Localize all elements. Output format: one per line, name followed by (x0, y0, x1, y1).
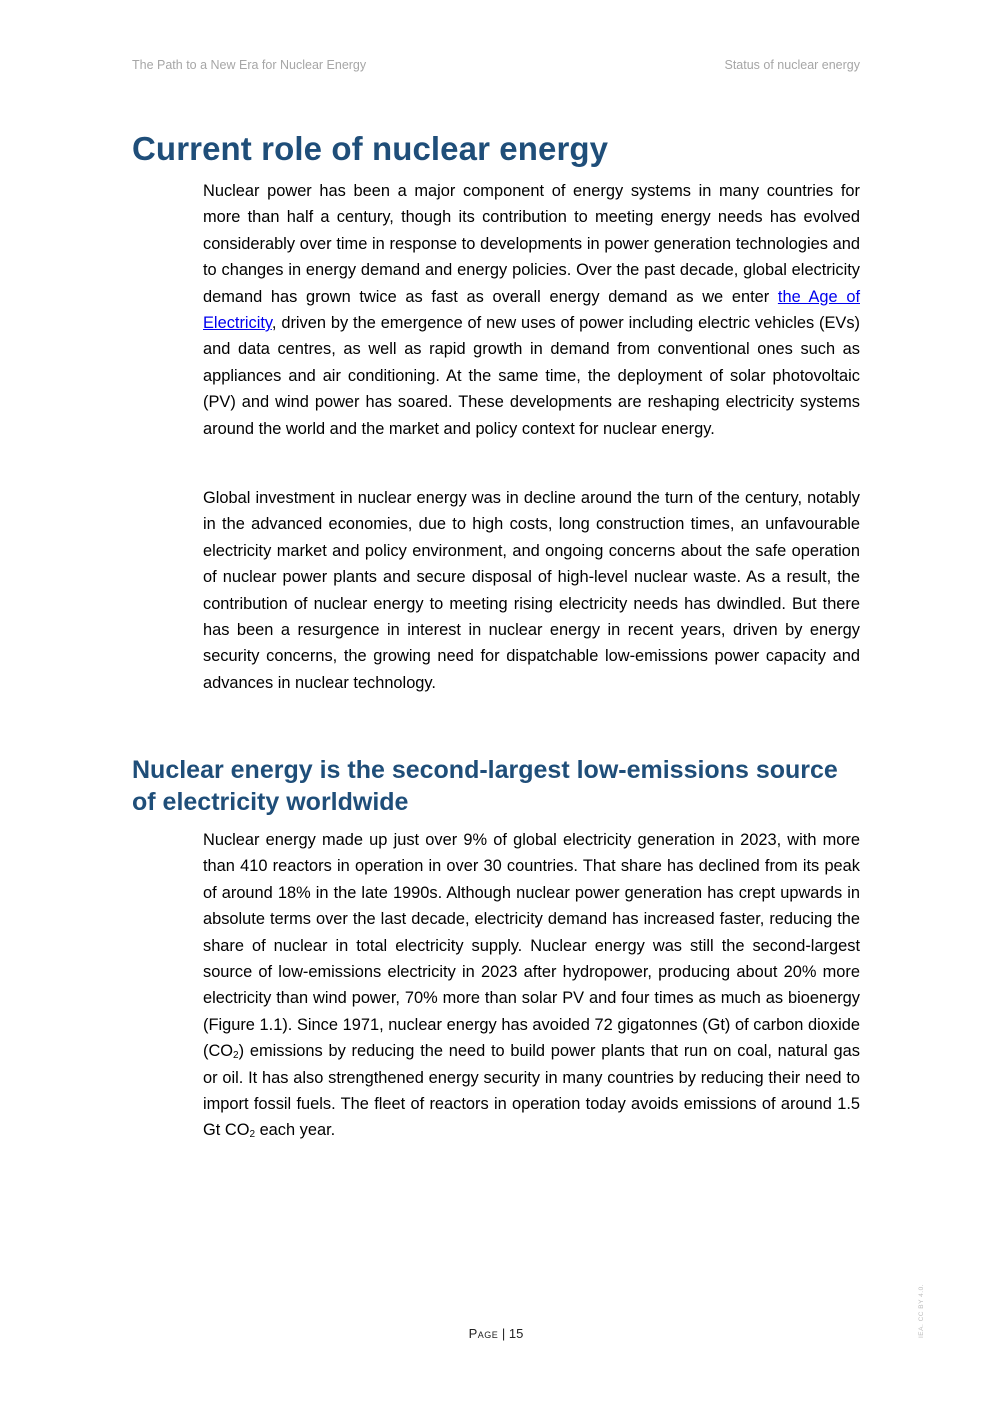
running-header (132, 58, 860, 76)
section-title: Current role of nuclear energy (132, 130, 609, 167)
paragraph-3-text-1: Nuclear energy made up just over 9% of global electricity generation in 2023, with more than 410 reactors in operation in over 30 countries. That share has declined from its peak of around 18% in the late 1990s. Although nuclear power generation has crept upwards in absolute terms over the last decade, electricity demand has increased faster, reducing the share of nuclear in total electricity supply. Nuclear energy was still the second-largest source of low-emissions electricity in 2023 after hydropower, producing about 20% more electricity than wind power, 70% more than solar PV and four times as much as bioenergy (Figure 1.1). Since 1971, nuclear energy has avoided 72 gigatonnes (Gt) of carbon dioxide (CO (203, 831, 860, 1061)
page-separator: | (498, 1326, 509, 1341)
page-number: 15 (508, 1326, 524, 1341)
body-paragraph-3 (203, 827, 860, 1144)
chapter-title-header: Status of nuclear energy (724, 58, 860, 72)
co2-subscript: 2 (249, 1129, 256, 1141)
subsection-title: Nuclear energy is the second-largest low-emissions source of electricity worldwide (132, 756, 838, 816)
paragraph-1-text-start: Nuclear power has been a major component of energy systems in many countries for more than half a century, though its contribution to meeting energy needs has evolved considerably over time in response to developments in power generation technologies and to changes in energy demand and energy policies. Over the past decade, global electricity demand has grown twice as fast as overall energy demand as we enter (203, 182, 860, 306)
paragraph-3-text-3: each year. (255, 1121, 336, 1140)
body-paragraph-1 (203, 178, 860, 442)
body-paragraph-2: Global investment in nuclear energy was in decline around the turn of the century, notably in the advanced economies, due to high costs, long construction times, an unfavourable electricity market and policy environment, and ongoing concerns about the safe operation of nuclear power plants and secure disposal of high-level nuclear waste. As a result, the contribution of nuclear energy to meeting rising electricity needs has dwindled. But there has been a resurgence in interest in nuclear energy in recent years, driven by energy security concerns, the growing need for dispatchable low-emissions power capacity and advances in nuclear technology. (203, 489, 860, 692)
document-title-header: The Path to a New Era for Nuclear Energy (132, 58, 367, 72)
paragraph-3-text-2: ) emissions by reducing the need to build power plants that run on coal, natural gas or oil. It has also strengthened energy security in many countries by reducing their need to import fossil fuels. The fleet of reactors in operation today avoids emissions of around 1.5 Gt CO (203, 1042, 860, 1140)
page-label: Page (468, 1326, 499, 1341)
license-notice: IEA. CC BY 4.0. (918, 1284, 925, 1338)
paragraph-1-text-end: , driven by the emergence of new uses of power including electric vehicles (EVs) and data centres, as well as rapid growth in demand from conventional ones such as appliances and air conditioning. At the same time, the deployment of solar photovoltaic (PV) and wind power has soared. These developments are reshaping electricity systems around the world and the market and policy context for nuclear energy. (203, 314, 860, 438)
co2-subscript: 2 (233, 1050, 239, 1062)
page-footer (0, 1326, 992, 1341)
age-of-electricity-link[interactable]: the Age of Electricity (203, 287, 860, 333)
